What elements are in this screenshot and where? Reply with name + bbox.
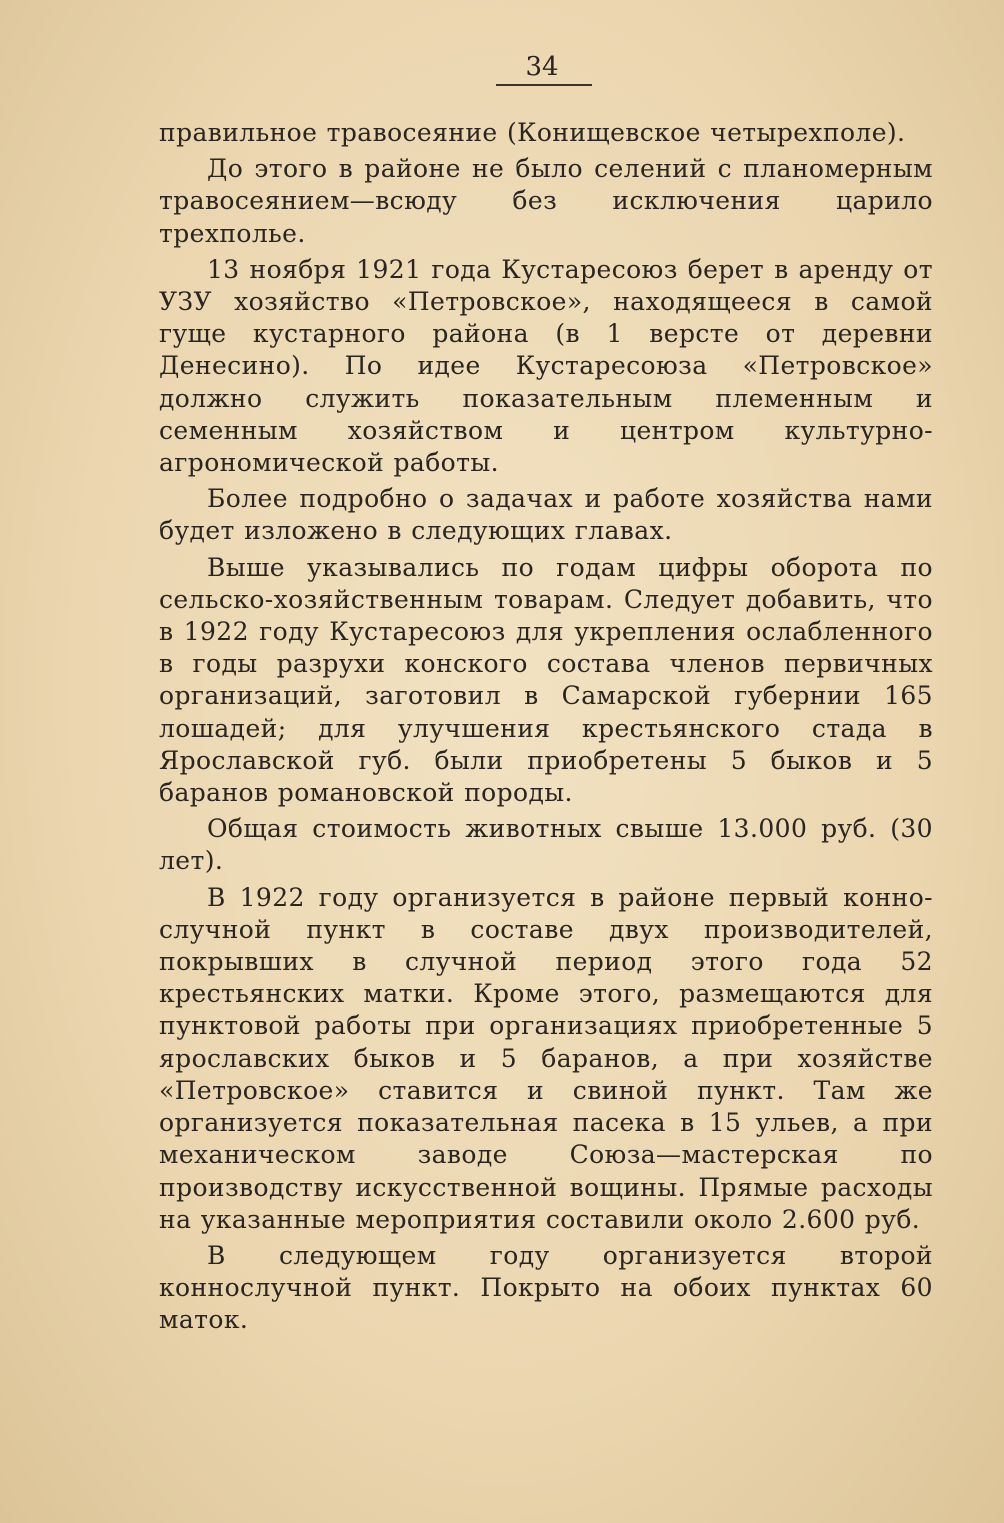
paragraph-5: Выше указывались по годам цифры оборота по сельско-хозяйственным товарам. Следует добавить, что в 1922 году Кустаресоюз для укрепления ослабленного в годы разрухи конского состава членов первичных организаций, заготовил в Самарской губернии 165 лошадей; для улучшения крестьянского стада в Ярославской губ. были приобретены 5 быков и 5 баранов романовской породы. <box>159 552 933 808</box>
page-number: 34 <box>525 52 559 82</box>
paragraph-7: В 1922 году организуется в районе первый конно-случной пункт в составе двух производителей, покрывших в случной период этого года 52 крестьянских матки. Кроме этого, размещаются для пунктовой работы при организациях приобретенные 5 ярославских быков и 5 баранов, а при хозяйстве «Петровское» ставится и свиной пункт. Там же организуется показательная пасека в 15 ульев, а при механическом заводе Союза—мастерская по производству искусственной вощины. Прямые расходы на указанные мероприятия составили около 2.600 руб. <box>159 882 933 1234</box>
paragraph-3: 13 ноября 1921 года Кустаресоюз берет в аренду от УЗУ хозяйство «Петровское», находящееся в самой гуще кустарного района (в 1 версте от деревни Денесино). По идее Кустаресоюза «Петровское» должно служить показательным племенным и семенным хозяйством и центром культурно-агрономической работы. <box>159 254 933 478</box>
paragraph-1: правильное травосеяние (Конищевское четырехполе). <box>159 118 906 147</box>
body-text <box>159 117 933 1337</box>
paragraph-6: Общая стоимость животных свыше 13.000 руб. (30 лет). <box>159 814 933 876</box>
paragraph-8: В следующем году организуется второй коннослучной пункт. Покрыто на обоих пунктах 60 маток. <box>159 1240 933 1335</box>
paragraph-2: До этого в районе не было селений с планомерным травосеянием—всюду без исключения царило трехполье. <box>159 154 933 248</box>
page-number-rule <box>496 84 592 86</box>
paragraph-4: Более подробно о задачах и работе хозяйства нами будет изложено в следующих главах. <box>159 484 933 546</box>
